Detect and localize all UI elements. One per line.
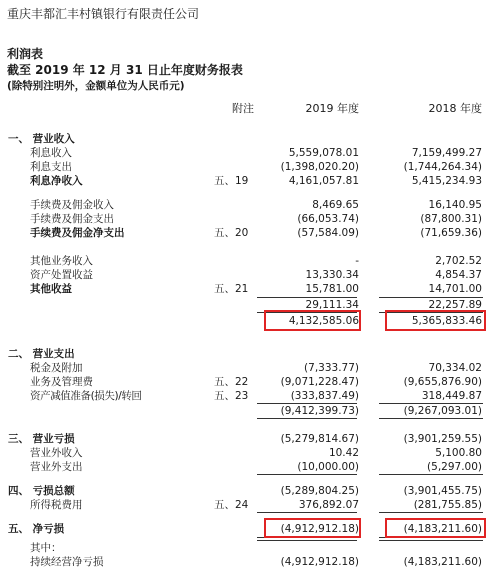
note-column-header: 附注 bbox=[232, 102, 254, 115]
row-label: 其他业务收入 bbox=[30, 255, 93, 267]
row-label: 手续费及佣金收入 bbox=[30, 199, 114, 211]
value-2018: (9,267,093.01) bbox=[403, 405, 482, 417]
value-2018: 2,702.52 bbox=[435, 255, 482, 267]
value-2018: (3,901,455.75) bbox=[403, 485, 482, 497]
value-2019: (1,398,020.20) bbox=[280, 161, 359, 173]
section-operating-income bbox=[0, 132, 498, 146]
value-2018: 70,334.02 bbox=[428, 362, 482, 374]
note-ref: 五、20 bbox=[214, 227, 249, 239]
value-2019: (5,289,804.25) bbox=[280, 485, 359, 497]
value-2018: 22,257.89 bbox=[428, 299, 482, 311]
value-2018: 318,449.87 bbox=[421, 390, 482, 402]
row-label: 业务及管理费 bbox=[30, 376, 93, 388]
row-label: 利息收入 bbox=[30, 147, 72, 159]
value-2019: (66,053.74) bbox=[297, 213, 359, 225]
currency-note: (除特别注明外，金额单位为人民币元) bbox=[7, 80, 185, 92]
row-label: 手续费及佣金净支出 bbox=[30, 227, 125, 239]
section-operating-expense bbox=[0, 347, 498, 361]
statement-title: 利润表 bbox=[7, 47, 44, 61]
value-2019: 15,781.00 bbox=[305, 283, 359, 295]
value-2018: 14,701.00 bbox=[428, 283, 482, 295]
column-header-row bbox=[0, 102, 498, 116]
value-2018: 5,415,234.93 bbox=[411, 175, 482, 187]
row-admin-expenses bbox=[0, 375, 498, 389]
value-2018: (3,901,259.55) bbox=[403, 433, 482, 445]
value-2019: 29,111.34 bbox=[305, 299, 359, 311]
value-2019: (7,333.77) bbox=[304, 362, 359, 374]
value-2018: 7,159,499.27 bbox=[411, 147, 482, 159]
row-interest-income bbox=[0, 146, 498, 160]
value-2019: 4,132,585.06 bbox=[288, 315, 359, 327]
row-operating-expense-total bbox=[0, 404, 498, 418]
value-2018: (281,755.85) bbox=[413, 499, 482, 511]
note-ref: 五、23 bbox=[214, 390, 249, 402]
highlight-box bbox=[264, 518, 361, 538]
value-2018: 5,100.80 bbox=[435, 447, 482, 459]
note-ref: 五、19 bbox=[214, 175, 249, 187]
highlight-box bbox=[385, 518, 486, 538]
row-asset-disposal-gain bbox=[0, 268, 498, 282]
value-2018: 5,365,833.46 bbox=[411, 315, 482, 327]
row-fee-expense bbox=[0, 212, 498, 226]
value-2019: 10.42 bbox=[328, 447, 359, 459]
row-other-business-income bbox=[0, 254, 498, 268]
value-2019: (57,584.09) bbox=[297, 227, 359, 239]
row-other-gains bbox=[0, 282, 498, 296]
value-2019: (4,912,912.18) bbox=[280, 556, 359, 568]
row-label: 其中： bbox=[30, 542, 62, 554]
value-2019: 13,330.34 bbox=[305, 269, 359, 281]
value-2018: (1,744,264.34) bbox=[403, 161, 482, 173]
year-2018-header: 2018 年度 bbox=[428, 102, 482, 115]
value-2019: (333,837.49) bbox=[290, 390, 359, 402]
value-2019: 8,469.65 bbox=[312, 199, 359, 211]
value-2018: (4,183,211.60) bbox=[403, 556, 482, 568]
highlight-box bbox=[264, 310, 361, 331]
note-ref: 五、21 bbox=[214, 283, 249, 295]
row-non-operating-expense bbox=[0, 460, 498, 474]
row-label: 营业外收入 bbox=[30, 447, 83, 459]
row-net-fee-expense bbox=[0, 226, 498, 240]
row-label: 其他收益 bbox=[30, 283, 72, 295]
value-2019: (9,071,228.47) bbox=[280, 376, 359, 388]
subtotal-rule bbox=[257, 418, 357, 419]
row-net-interest-income bbox=[0, 174, 498, 188]
value-2019: (4,912,912.18) bbox=[280, 523, 359, 535]
company-name: 重庆丰都汇丰村镇银行有限责任公司 bbox=[7, 7, 200, 21]
row-label: 利息净收入 bbox=[30, 175, 83, 187]
value-2019: (10,000.00) bbox=[297, 461, 359, 473]
value-2018: 4,854.37 bbox=[435, 269, 482, 281]
row-interest-expense bbox=[0, 160, 498, 174]
row-label: 三、 营业亏损 bbox=[8, 433, 75, 445]
value-2018: (5,297.00) bbox=[427, 461, 482, 473]
subtotal-rule bbox=[257, 512, 357, 513]
highlight-box bbox=[385, 310, 486, 331]
row-label: 一、 营业收入 bbox=[8, 133, 75, 145]
row-label: 所得税费用 bbox=[30, 499, 83, 511]
statement-period: 截至 2019 年 12 月 31 日止年度财务报表 bbox=[7, 63, 243, 77]
value-2019: (9,412,399.73) bbox=[280, 405, 359, 417]
row-label: 二、 营业支出 bbox=[8, 348, 75, 360]
row-continuing-ops-net-loss bbox=[0, 555, 498, 569]
note-ref: 五、24 bbox=[214, 499, 249, 511]
row-income-tax bbox=[0, 498, 498, 512]
section-operating-loss bbox=[0, 432, 498, 446]
value-2019: - bbox=[355, 255, 359, 267]
row-label: 税金及附加 bbox=[30, 362, 83, 374]
row-label: 四、 亏损总额 bbox=[8, 485, 75, 497]
value-2018: (4,183,211.60) bbox=[403, 523, 482, 535]
value-2018: (9,655,876.90) bbox=[403, 376, 482, 388]
note-ref: 五、22 bbox=[214, 376, 249, 388]
value-2018: (71,659.36) bbox=[420, 227, 482, 239]
row-taxes-surcharges bbox=[0, 361, 498, 375]
subtotal-rule bbox=[379, 474, 483, 475]
row-fee-income bbox=[0, 198, 498, 212]
value-2019: 5,559,078.01 bbox=[288, 147, 359, 159]
row-label: 资产处置收益 bbox=[30, 269, 93, 281]
row-of-which bbox=[0, 541, 498, 555]
value-2019: 4,161,057.81 bbox=[288, 175, 359, 187]
subtotal-rule bbox=[379, 512, 483, 513]
value-2018: (87,800.31) bbox=[420, 213, 482, 225]
value-2019: (5,279,814.67) bbox=[280, 433, 359, 445]
row-impairment bbox=[0, 389, 498, 403]
value-2018: 16,140.95 bbox=[428, 199, 482, 211]
subtotal-rule bbox=[257, 474, 357, 475]
row-label: 手续费及佣金支出 bbox=[30, 213, 114, 225]
section-total-loss bbox=[0, 484, 498, 498]
year-2019-header: 2019 年度 bbox=[305, 102, 359, 115]
row-non-operating-income bbox=[0, 446, 498, 460]
row-label: 持续经营净亏损 bbox=[30, 556, 104, 568]
row-label: 五、 净亏损 bbox=[8, 523, 65, 535]
subtotal-rule bbox=[379, 418, 483, 419]
row-label: 利息支出 bbox=[30, 161, 72, 173]
value-2019: 376,892.07 bbox=[298, 499, 359, 511]
row-label: 营业外支出 bbox=[30, 461, 83, 473]
row-label: 资产减值准备(损失)/转回 bbox=[30, 390, 142, 402]
